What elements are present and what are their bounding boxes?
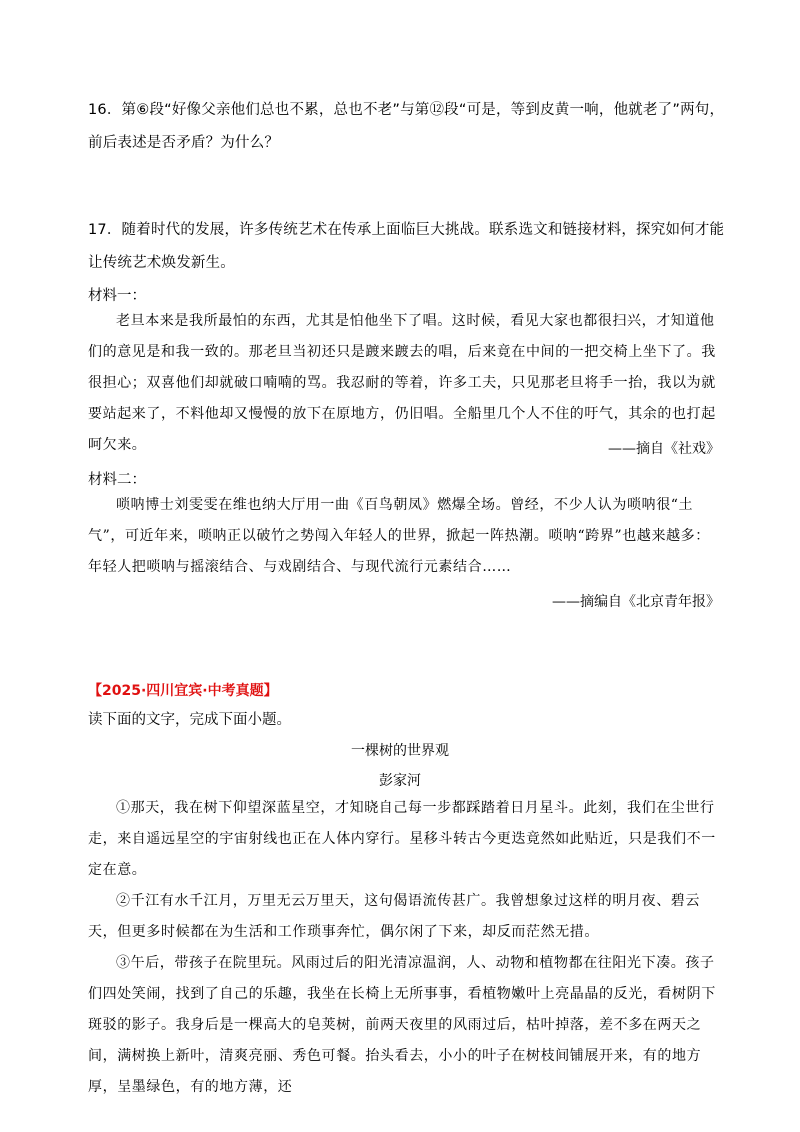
material-2-source: ——摘编自《北京青年报》 xyxy=(552,594,720,610)
question-16: 16．第⑥段“好像父亲他们总也不累，总也不老”与第⑫段“可是，等到皮黄一响，他就老了”两句，前后表述是否矛盾？为什么？ xyxy=(88,102,725,151)
material-2-passage xyxy=(88,490,722,583)
material-1-text: 老旦本来是我所最怕的东西，尤其是怕他坐下了唱。这时候，看见大家也都很扫兴，才知道他们的意见是和我一致的。那老旦当初还只是踱来踱去的唱，后来竟在中间的一把交椅上坐下了。我很担心；双喜他们却就破口喃喃的骂。我忍耐的等着，许多工夫，只见那老旦将手一抬，我以为就要站起来了，不料他却又慢慢的放下在原地方，仍旧唱。全船里几个人不住的吁气，其余的也打起呵欠来。 xyxy=(88,313,716,453)
material-1-source: ——摘自《社戏》 xyxy=(608,441,720,457)
material-2-text: 唢呐博士刘雯雯在维也纳大厅用一曲《百鸟朝凤》燃爆全场。曾经，不少人认为唢呐很“土气”，可近年来，唢呐正以破竹之势闯入年轻人的世界，掀起一阵热潮。唢呐“跨界”也越来越多：年轻人把唢呐与摇滚结合、与戏剧结合、与现代流行元素结合…… xyxy=(88,497,710,575)
question-17: 17．随着时代的发展，许多传统艺术在传承上面临巨大挑战。联系选文和链接材料，探究如何才能让传统艺术焕发新生。 xyxy=(88,222,725,271)
essay-title: 一棵树的世界观 xyxy=(351,743,449,759)
essay-paragraph: ①那天，我在树下仰望深蓝星空，才知晓自己每一步都踩踏着日月星斗。此刻，我们在尘世行走，来自遥远星空的宇宙射线也正在人体内穿行。星移斗转古今更迭竟然如此贴近，只是我们不一定在意。 xyxy=(88,800,716,878)
essay-paragraph: ②千江有水千江月，万里无云万里天，这句偈语流传甚广。我曾想象过这样的明月夜、碧云天，但更多时候都在为生活和工作琐事奔忙，偶尔闲了下来，却反而茫然无措。 xyxy=(88,893,700,940)
exam-source-tag: 【2025·四川宜宾·中考真题】 xyxy=(88,683,278,699)
reading-instruction: 读下面的文字，完成下面小题。 xyxy=(88,712,291,728)
essay-author: 彭家河 xyxy=(379,773,421,789)
material-2-label: 材料二： xyxy=(88,472,146,488)
essay-body xyxy=(88,793,728,1103)
essay-paragraph: ③午后，带孩子在院里玩。风雨过后的阳光清凉温润，人、动物和植物都在往阳光下凑。孩子们四处笑闹，找到了自己的乐趣，我坐在长椅上无所事事，看植物嫩叶上亮晶晶的反光，看树阴下斑驳的影子。我身后是一棵高大的皂荚树，前两天夜里的风雨过后，枯叶掉落，差不多在两天之间，满树换上新叶，清爽亮丽、秀色可餐。抬头看去，小小的叶子在树枝间铺展开来，有的地方厚，呈墨绿色，有的地方薄，还 xyxy=(88,955,716,1095)
material-1-label: 材料一： xyxy=(88,288,146,304)
